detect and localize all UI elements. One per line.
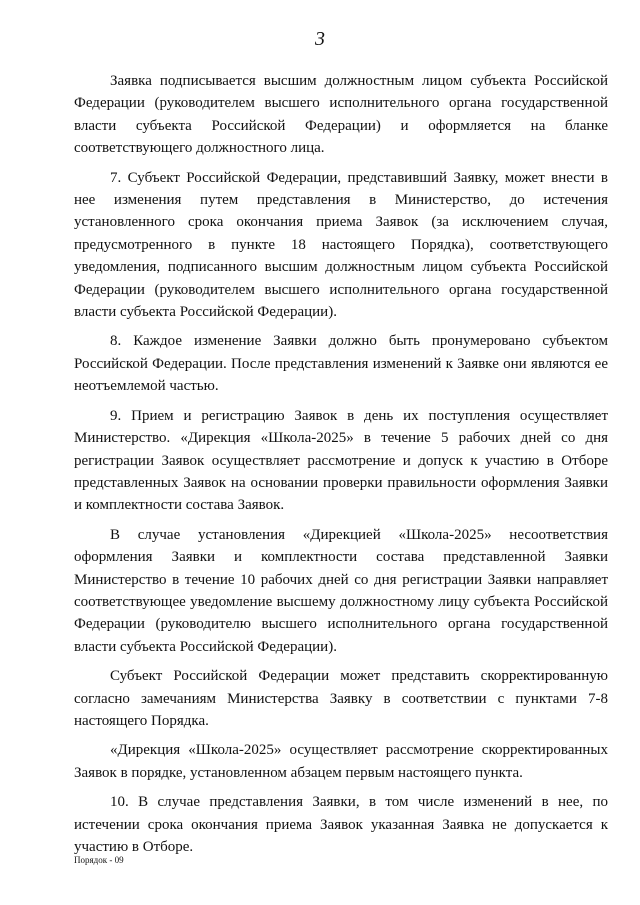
- page-footer: Порядок - 09: [74, 855, 124, 865]
- paragraph-signature: Заявка подписывается высшим должностным лицом субъекта Российской Федерации (руководителем высшего исполнительного органа государственной власти субъекта Российской Федерации) и оформляется на бланке соответствующего должностного лица.: [74, 73, 608, 157]
- paragraph-9-review: «Дирекция «Школа-2025» осуществляет рассмотрение скорректированных Заявок в порядке, установленном абзацем первым настоящего пункта.: [74, 742, 608, 781]
- page-number: 3: [315, 28, 325, 50]
- paragraph-9-resubmission: Субъект Российской Федерации может представить скорректированную согласно замечаниям Министерства Заявку в соответствии с пунктами 7-8 настоящего Порядка.: [74, 668, 608, 729]
- paragraph-9-nonconformity: В случае установления «Дирекцией «Школа-2025» несоответствия оформления Заявки и комплектности состава представленной Заявки Министерство в течение 10 рабочих дней со дня регистрации Заявки направляет соответствующее уведомление высшему должностному лицу субъекта Российской Федерации (руководителю высшего исполнительного органа государственной власти субъекта Российской Федерации).: [74, 526, 608, 655]
- paragraph-7: 7. Субъект Российской Федерации, представивший Заявку, может внести в нее изменения путем представления в Министерство, до истечения установленного срока окончания приема Заявок (за исключением случая, предусмотренного в пункте 18 настоящего Порядка), соответствующего уведомления, подписанного высшим должностным лицом субъекта Российской Федерации (руководителем высшего исполнительного органа государственной власти субъекта Российской Федерации).: [74, 169, 608, 321]
- paragraph-10: 10. В случае представления Заявки, в том числе изменений в нее, по истечении срока окончания приема Заявок указанная Заявка не допускается к участию в Отборе.: [74, 794, 608, 855]
- document-body: [74, 70, 608, 865]
- paragraph-8: 8. Каждое изменение Заявки должно быть пронумеровано субъектом Российской Федерации. После представления изменений к Заявке они являются ее неотъемлемой частью.: [74, 333, 608, 395]
- paragraph-9: 9. Прием и регистрацию Заявок в день их поступления осуществляет Министерство. «Дирекция «Школа-2025» в течение 5 рабочих дней со дня регистрации Заявок осуществляет рассмотрение и допуск к участию в Отборе представленных Заявок на основании проверки правильности оформления Заявки и комплектности состава Заявок.: [74, 407, 608, 514]
